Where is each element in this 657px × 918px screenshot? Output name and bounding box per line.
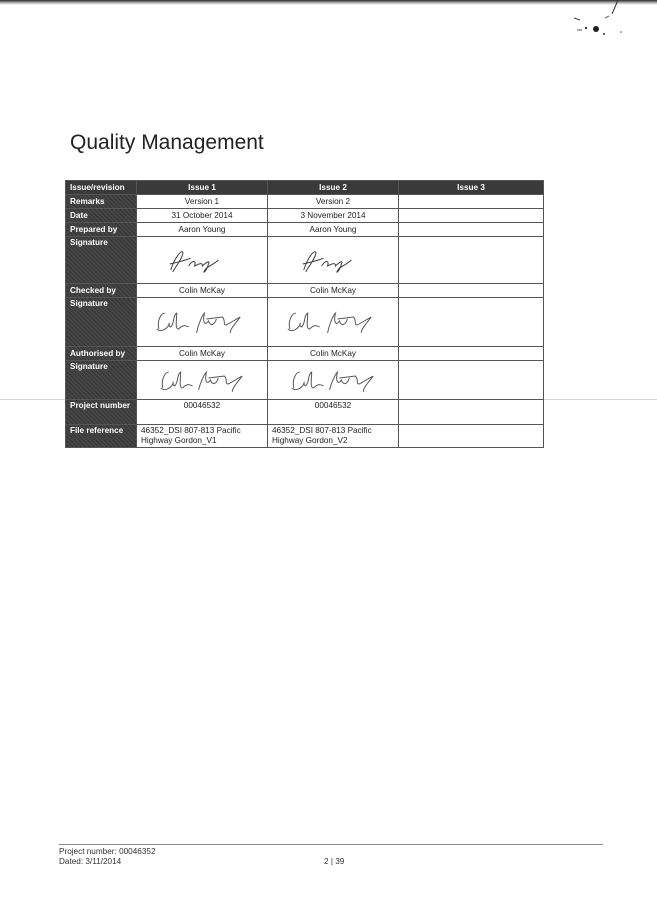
row-label: Signature — [66, 298, 137, 347]
row-label: Prepared by — [66, 223, 137, 237]
table-row — [66, 347, 544, 361]
signature-cell — [137, 298, 268, 347]
row-label: Checked by — [66, 284, 137, 298]
signature-cell — [399, 361, 544, 400]
table-cell: 31 October 2014 — [137, 209, 268, 223]
table-cell: Version 1 — [137, 195, 268, 209]
row-label: Authorised by — [66, 347, 137, 361]
handwritten-signature — [137, 298, 267, 346]
table-header-row — [66, 181, 544, 195]
table-row — [66, 223, 544, 237]
column-header: Issue/revision — [66, 181, 137, 195]
handwritten-signature — [268, 237, 398, 283]
table-cell: 3 November 2014 — [268, 209, 399, 223]
row-label: Signature — [66, 361, 137, 400]
column-header: Issue 1 — [137, 181, 268, 195]
table-row — [66, 195, 544, 209]
row-label: Signature — [66, 237, 137, 284]
table-cell: Colin McKay — [268, 347, 399, 361]
signature-cell — [268, 361, 399, 400]
table-row — [66, 361, 544, 400]
table-cell — [399, 195, 544, 209]
table-row — [66, 237, 544, 284]
table-cell: Aaron Young — [268, 223, 399, 237]
signature-cell — [399, 298, 544, 347]
table-cell: 46352_DSI 807-813 Pacific Highway Gordon_V2 — [268, 425, 399, 448]
quality-management-table — [65, 180, 544, 448]
table-cell — [399, 223, 544, 237]
row-label: Date — [66, 209, 137, 223]
scan-speckle — [560, 0, 657, 45]
table-cell — [399, 284, 544, 298]
table-cell — [399, 400, 544, 425]
row-label: Remarks — [66, 195, 137, 209]
table-row — [66, 209, 544, 223]
table-cell: 46352_DSI 807-813 Pacific Highway Gordon_V1 — [137, 425, 268, 448]
table-cell: Aaron Young — [137, 223, 268, 237]
page-number: 2 | 39 — [324, 857, 345, 866]
table-cell — [399, 425, 544, 448]
footer — [59, 847, 156, 867]
footer-project-number: Project number: 00046352 — [59, 847, 156, 856]
table-cell: 00046532 — [268, 400, 399, 425]
handwritten-signature — [137, 361, 267, 399]
handwritten-signature — [268, 298, 398, 346]
table-cell: Colin McKay — [268, 284, 399, 298]
row-label: Project number — [66, 400, 137, 425]
table-cell: 00046532 — [137, 400, 268, 425]
row-label: File reference — [66, 425, 137, 448]
table-row — [66, 298, 544, 347]
table-cell — [399, 209, 544, 223]
signature-cell — [399, 237, 544, 284]
table-cell — [399, 347, 544, 361]
column-header: Issue 3 — [399, 181, 544, 195]
table-cell: Colin McKay — [137, 347, 268, 361]
table-cell: Version 2 — [268, 195, 399, 209]
footer-dated: Dated: 3/11/2014 — [59, 857, 122, 866]
signature-cell — [137, 361, 268, 400]
column-header: Issue 2 — [268, 181, 399, 195]
page-title: Quality Management — [70, 131, 264, 154]
handwritten-signature — [137, 237, 267, 283]
table-row — [66, 400, 544, 425]
scan-edge — [0, 0, 657, 5]
footer-divider — [59, 844, 603, 845]
signature-cell — [268, 298, 399, 347]
table-row — [66, 425, 544, 448]
signature-cell — [268, 237, 399, 284]
table-cell: Colin McKay — [137, 284, 268, 298]
handwritten-signature — [268, 361, 398, 399]
signature-cell — [137, 237, 268, 284]
table-row — [66, 284, 544, 298]
